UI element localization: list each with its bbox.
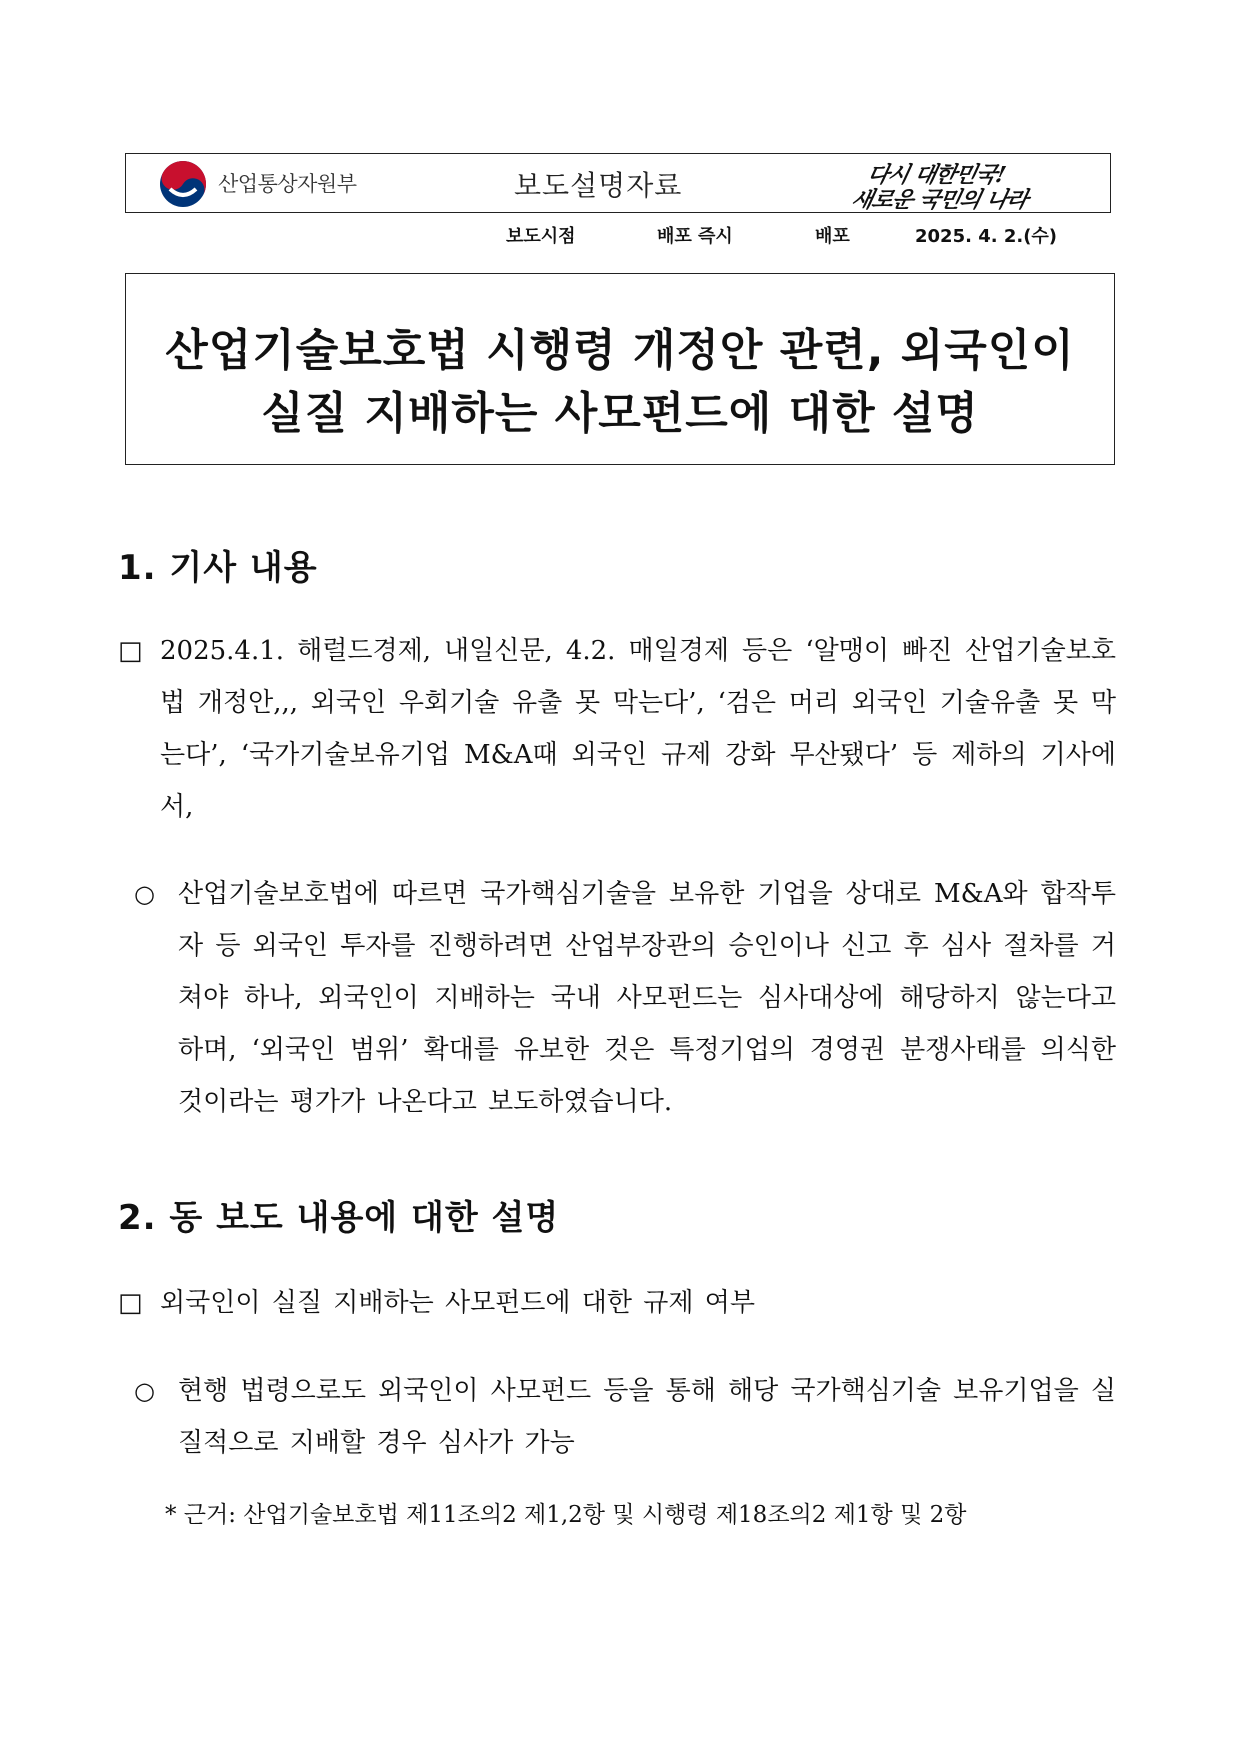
release-info	[0, 222, 1239, 248]
article-detail-paragraph	[134, 868, 1116, 1128]
article-summary-text: 2025.4.1. 해럴드경제, 내일신문, 4.2. 매일경제 등은 ‘알맹이 빠진 산업기술보호법 개정안,,, 외국인 우회기술 유출 못 막는다’, ‘검은 머리 외국인 기술유출 못 막는다’, ‘국가기술보유기업 M&A때 외국인 규제 강화 무산됐다’ 등 제하의 기사에서,	[160, 636, 1116, 822]
ministry-name: 산업통상자원부	[218, 172, 357, 196]
release-date: 2025. 4. 2.(수)	[915, 226, 1058, 247]
explanation-detail-text: 현행 법령으로도 외국인이 사모펀드 등을 통해 해당 국가핵심기술 보유기업을 실질적으로 지배할 경우 심사가 가능	[178, 1376, 1116, 1458]
circle-bullet-icon: ○	[134, 1377, 155, 1405]
title-line-1: 산업기술보호법 시행령 개정안 관련, 외국인이	[165, 325, 1075, 376]
article-summary-paragraph	[118, 625, 1116, 833]
explanation-topic-text: 외국인이 실질 지배하는 사모펀드에 대한 규제 여부	[160, 1288, 756, 1318]
release-label: 보도시점	[506, 226, 576, 247]
release-time: 배포 즉시	[657, 226, 733, 247]
taegeuk-logo-icon	[158, 159, 208, 209]
slogan-line-2: 새로운 국민의 나라	[848, 187, 1030, 213]
circle-bullet-icon: ○	[134, 880, 155, 908]
distribution-label: 배포	[815, 226, 850, 247]
document-type: 보도설명자료	[514, 169, 683, 202]
header-box	[125, 153, 1111, 213]
slogan-line-1: 다시 대한민국!	[864, 162, 1008, 188]
section-heading-1: 1. 기사 내용	[118, 548, 318, 588]
title-line-2: 실질 지배하는 사모펀드에 대한 설명	[261, 388, 979, 439]
square-bullet-icon: □	[118, 636, 143, 666]
article-detail-text: 산업기술보호법에 따르면 국가핵심기술을 보유한 기업을 상대로 M&A와 합작투자 등 외국인 투자를 진행하려면 산업부장관의 승인이나 신고 후 심사 절차를 거쳐야 하나, 외국인이 지배하는 국내 사모펀드는 심사대상에 해당하지 않는다고 하며, ‘외국인 범위’ 확대를 유보한 것은 특정기업의 경영권 분쟁사태를 의식한 것이라는 평가가 나온다고 보도하였습니다.	[178, 879, 1116, 1117]
section-heading-2: 2. 동 보도 내용에 대한 설명	[118, 1198, 560, 1238]
legal-basis-footnote: * 근거: 산업기술보호법 제11조의2 제1,2항 및 시행령 제18조의2 제1항 및 2항	[165, 1502, 967, 1528]
title-box	[125, 273, 1115, 465]
explanation-detail-paragraph	[134, 1365, 1116, 1469]
square-bullet-icon: □	[118, 1288, 143, 1318]
explanation-topic-paragraph	[118, 1277, 1116, 1329]
slogan	[846, 156, 1086, 212]
